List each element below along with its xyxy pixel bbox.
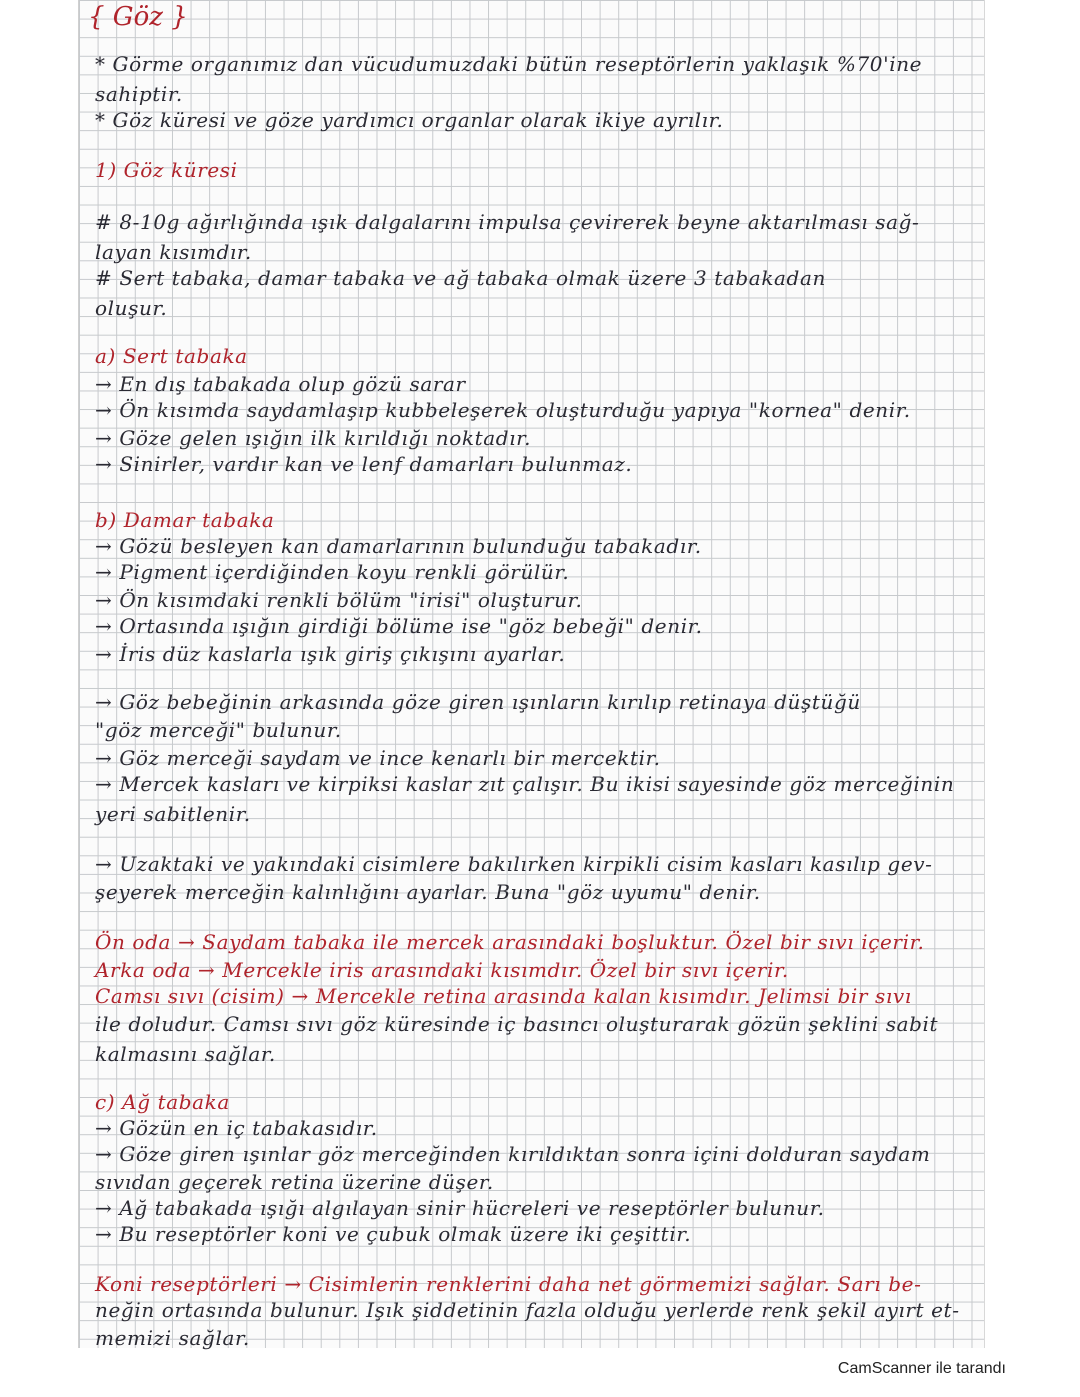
note-line: Arka oda → Mercekle iris arasındaki kısımdır. Özel bir sıvı içerir. (95, 958, 789, 982)
note-line: * Görme organımız dan vücudumuzdaki bütün reseptörlerin yaklaşık %70'ine (95, 52, 923, 76)
note-line: → Ağ tabakada ışığı algılayan sinir hücreleri ve reseptörler bulunur. (95, 1196, 825, 1220)
note-line: → Ön kısımda saydamlaşıp kubbeleşerek oluşturduğu yapıya "kornea" denir. (95, 398, 911, 422)
note-line: c) Ağ tabaka (95, 1090, 230, 1114)
note-line: * Göz küresi ve göze yardımcı organlar olarak ikiye ayrılır. (95, 108, 724, 132)
note-line: memizi sağlar. (95, 1326, 250, 1350)
note-line: # Sert tabaka, damar tabaka ve ağ tabaka olmak üzere 3 tabakadan (95, 266, 826, 290)
note-line: → Göze gelen ışığın ilk kırıldığı noktadır. (95, 426, 532, 450)
note-line: → Göze giren ışınlar göz merceğinden kırıldıktan sonra içini dolduran saydam (95, 1142, 931, 1166)
note-line: "göz merceği" bulunur. (95, 718, 342, 742)
note-line: Ön oda → Saydam tabaka ile mercek arasındaki boşluktur. Özel bir sıvı içerir. (95, 930, 925, 954)
note-line: 1) Göz küresi (95, 158, 238, 182)
note-line: a) Sert tabaka (95, 344, 248, 368)
note-line: şeyerek merceğin kalınlığını ayarlar. Buna "göz uyumu" denir. (95, 880, 761, 904)
note-line: sahiptir. (95, 82, 183, 106)
note-line: → Ortasında ışığın girdiği bölüme ise "göz bebeği" denir. (95, 614, 703, 638)
note-line: → İris düz kaslarla ışık giriş çıkışını ayarlar. (95, 642, 566, 666)
note-line: yeri sabitlenir. (95, 802, 251, 826)
note-line: → Sinirler, vardır kan ve lenf damarları bulunmaz. (95, 452, 633, 476)
note-line: → Göz bebeğinin arkasında göze giren ışınların kırılıp retinaya düştüğü (95, 690, 861, 714)
note-line: → Gözün en iç tabakasıdır. (95, 1116, 378, 1140)
note-line: → Uzaktaki ve yakındaki cisimlere bakılırken kirpikli cisim kasları kasılıp gev- (95, 852, 933, 876)
note-line: oluşur. (95, 296, 168, 320)
note-line: neğin ortasında bulunur. Işık şiddetinin fazla olduğu yerlerde renk şekil ayırt et- (95, 1298, 960, 1322)
note-line: → Gözü besleyen kan damarlarının bulunduğu tabakadır. (95, 534, 702, 558)
scanner-watermark: CamScanner ile tarandı (837, 1360, 1006, 1377)
note-line: sıvıdan geçerek retina üzerine düşer. (95, 1170, 494, 1194)
note-line: b) Damar tabaka (95, 508, 275, 532)
note-line: Koni reseptörleri → Cisimlerin renklerini daha net görmemizi sağlar. Sarı be- (95, 1272, 922, 1296)
note-line: Camsı sıvı (cisim) → Mercekle retina arasında kalan kısımdır. Jelimsi bir sıvı (95, 984, 912, 1008)
note-line: # 8-10g ağırlığında ışık dalgalarını impulsa çevirerek beyne aktarılması sağ- (95, 210, 920, 234)
note-line: → Pigment içerdiğinden koyu renkli görülür. (95, 560, 570, 584)
note-line: ile doludur. Camsı sıvı göz küresinde iç basıncı oluşturarak gözün şeklini sabit (95, 1012, 939, 1036)
note-line: → En dış tabakada olup gözü sarar (95, 372, 466, 396)
note-line: → Göz merceği saydam ve ince kenarlı bir mercektir. (95, 746, 661, 770)
note-line: → Bu reseptörler koni ve çubuk olmak üzere iki çeşittir. (95, 1222, 692, 1246)
page-title: { Göz } (88, 2, 188, 32)
note-line: layan kısımdır. (95, 240, 252, 264)
note-line: kalmasını sağlar. (95, 1042, 276, 1066)
note-line: → Ön kısımdaki renkli bölüm "irisi" oluşturur. (95, 588, 583, 612)
note-line: → Mercek kasları ve kirpiksi kaslar zıt çalışır. Bu ikisi sayesinde göz merceğinin (95, 772, 955, 796)
